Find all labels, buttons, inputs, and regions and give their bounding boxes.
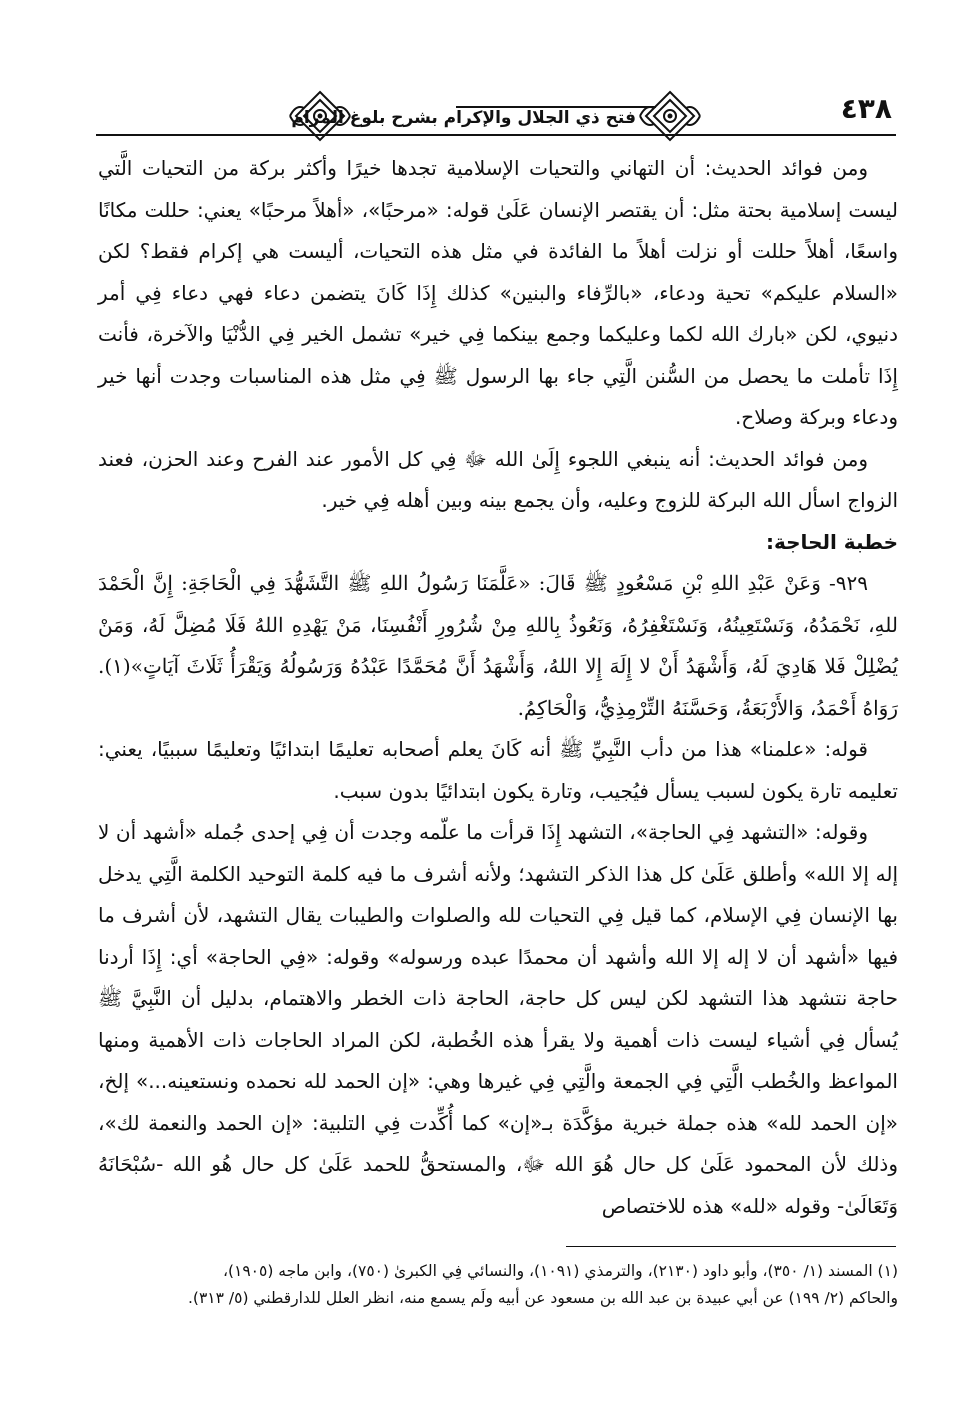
footnotes xyxy=(98,1258,898,1312)
header-bottom-rule xyxy=(96,134,896,136)
footnote-1-line-1: (١) المسند (١/ ٣٥٠)، وأبو داود (٢١٣٠)، والترمذي (١٠٩١)، والنسائي فِي الكبرىٰ (٧٥٠)، وابن ماجه (١٩٠٥)، xyxy=(222,1262,898,1280)
body-text xyxy=(98,148,898,1227)
section-heading: خطبة الحاجة: xyxy=(766,529,898,554)
paragraph-resort-to-allah: ومن فوائد الحديث: أنه ينبغي اللجوء إِلَىٰ الله ﷻ فِي كل الأمور عند الفرح وعند الحزن، فعند الزواج اسأل الله البركة للزوج وعليه، وأن يجمع بينه وبين أهله فِي خير. xyxy=(98,446,898,512)
page-header xyxy=(96,86,896,150)
footnote-separator xyxy=(566,1246,896,1247)
paragraph-greetings-benefit: ومن فوائد الحديث: أن التهاني والتحيات الإسلامية تجدها خيرًا وأكثر بركة من التحيات الَّتي ليست إسلامية بحتة مثل: أن يقتصر الإنسان عَلَىٰ قوله: «مرحبًا»، «أهلاً مرحبًا» يعني: حللت مكانًا واسعًا، أهلاً حللت أو نزلت أهلاً ما الفائدة في مثل هذه التحيات، أليست هي إكرام فقط؟ لكن «السلام عليكم» تحية ودعاء، «بالرِّفاء والبنين» كذلك إِذَا كَانَ يتضمن دعاء فهي دعاء فِي أمر دنيوي، لكن «بارك الله لكما وعليكما وجمع بينكما فِي خير» تشمل الخير فِي الدُّنْيَا والآخرة، فأنت إِذَا تأملت ما يحصل من السُّنن الَّتِي جاء بها الرسول ﷺ فِي مثل هذه المناسبات وجدت أنها خير ودعاء وبركة وصلاح. xyxy=(98,156,898,429)
footnote-1-line-2: والحاكم (٢/ ١٩٩) عن أبي عبيدة بن عبد الله بن مسعود عن أبيه ولَم يسمع منه، انظر العلل للدارقطني (٥/ ٣١٣). xyxy=(187,1289,898,1307)
paragraph-allamana: قوله: «علمنا» هذا من دأب النَّبِيِّ ﷺ أنه كَانَ يعلم أصحابه تعليمًا ابتدائيًا وتعليمًا سببيًا، يعني: تعليمه تارة يكون لسبب يسأل فيُجيب، وتارة يكون ابتدائيًا بدون سبب. xyxy=(98,737,898,803)
book-title: فتح ذي الجلال والإكرام بشرح بلوغ المرام xyxy=(291,108,636,128)
hadith-929: ٩٢٩- وَعَنْ عَبْدِ اللهِ بْنِ مَسْعُودٍ ﷺ قَالَ: «عَلَّمَنَا رَسُولُ اللهِ ﷺ التَّشَهُّدَ فِي الْحَاجَةِ: إِنَّ الْحَمْدَ للهِ، نَحْمَدُهُ، وَنَسْتَعِينُهُ، وَنَسْتَغْفِرُهُ، وَنَعُوذُ بِاللهِ مِنْ شُرُورِ أَنْفُسِنَا، مَنْ يَهْدِهِ اللهُ فَلَا مُضِلَّ لَهُ، وَمَنْ يُضْلِلْ فَلا هَادِيَ لَهُ، وَأَشْهَدُ أَنْ لا إِلَهَ إِلا اللهُ، وَأَشْهَدُ أَنَّ مُحَمَّدًا عَبْدُهُ وَرَسُولُهُ وَيَقْرَأُ ثَلَاثَ آيَاتٍ»(١). رَوَاهُ أَحْمَدُ، وَالأَرْبَعَةُ، وَحَسَّنَهُ التِّرْمِذِيُّ، وَالْحَاكِمُ. xyxy=(98,571,898,720)
right-ornament-icon xyxy=(636,86,704,146)
paragraph-tashahhud: وقوله: «التشهد فِي الحاجة»، التشهد إِذَا قرأت ما علّمه وجدت أن فِي إحدى جُمله «أشهد أن لا إله إلا الله» وأطلق عَلَىٰ كل هذا الذكر التشهد؛ ولأنه أشرف ما فيه كلمة التوحيد الكلمة الَّتِي يدخل بها الإنسان فِي الإسلام، كما قيل فِي التحيات لله والصلوات والطيبات يقال التشهد، لأن أشرف ما فيها «أشهد أن لا إله إلا الله وأشهد أن محمدًا عبده ورسوله» وقوله: «فِي الحاجة» أي: إِذَا أردنا حاجة نتشهد هذا التشهد لكن ليس كل حاجة، الحاجة ذات الخطر والاهتمام، بدليل أن النَّبِيَّ ﷺ يُسأل فِي أشياء ليست ذات أهمية ولا يقرأ هذه الخُطبة، لكن المراد الحاجات ذات الأهمية ومنها المواعظ والخُطب الَّتِي فِي الجمعة والَّتِي فِي غيرها وهي: «إن الحمد لله نحمده ونستعينه...» إلخ، «إن الحمد لله» هذه جملة خبرية مؤكَّدَة بـ«إن» كما أُكِّدت فِي التلبية: «إن الحمد والنعمة لك»، وذلك لأن المحمود عَلَىٰ كل حال هُوَ الله ﷻ، والمستحقُّ للحمد عَلَىٰ كل حال هُو الله -سُبْحَانَهُ وَتَعَالَىٰ- وقوله «لله» هذه للاختصاص xyxy=(98,820,898,1218)
page-number: ٤٣٨ xyxy=(840,92,892,125)
